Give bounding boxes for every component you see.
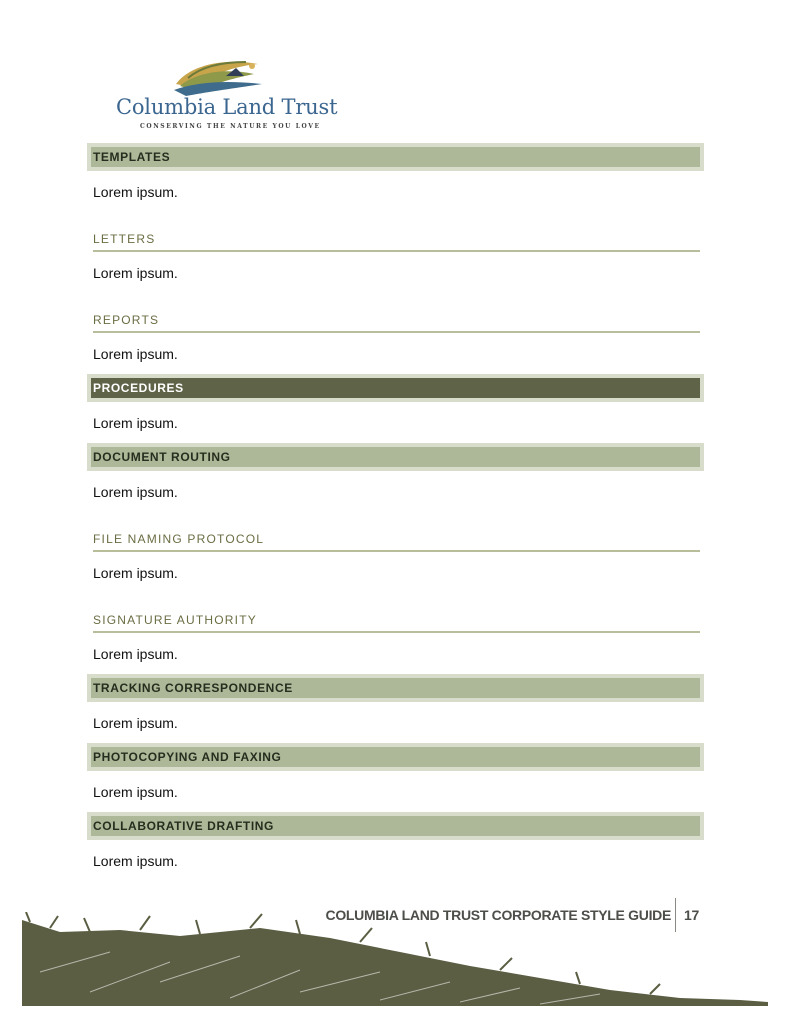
body-text: Lorem ipsum. <box>93 784 178 800</box>
body-text: Lorem ipsum. <box>93 715 178 731</box>
body-text: Lorem ipsum. <box>93 265 178 281</box>
section-header-document-routing: DOCUMENT ROUTING <box>87 443 704 471</box>
section-header-templates: TEMPLATES <box>87 143 704 171</box>
subsection-header-letters: LETTERS <box>93 232 700 252</box>
document-content <box>87 143 704 881</box>
body-text: Lorem ipsum. <box>93 346 178 362</box>
footer-title: COLUMBIA LAND TRUST CORPORATE STYLE GUIDE <box>325 907 672 923</box>
body-text: Lorem ipsum. <box>93 184 178 200</box>
logo <box>110 56 338 134</box>
body-text: Lorem ipsum. <box>93 415 178 431</box>
body-text: Lorem ipsum. <box>93 484 178 500</box>
body-text: Lorem ipsum. <box>93 646 178 662</box>
logo-tagline: CONSERVING THE NATURE YOU LOVE <box>140 123 321 130</box>
section-header-tracking-correspondence: TRACKING CORRESPONDENCE <box>87 674 704 702</box>
logo-emblem-icon <box>166 56 266 96</box>
subsection-header-file-naming: FILE NAMING PROTOCOL <box>93 532 700 552</box>
grass-illustration <box>0 912 791 1024</box>
section-header-photocopying-faxing: PHOTOCOPYING AND FAXING <box>87 743 704 771</box>
page-number: 17 <box>684 907 699 923</box>
body-text: Lorem ipsum. <box>93 565 178 581</box>
section-header-procedures: PROCEDURES <box>87 374 704 402</box>
body-text: Lorem ipsum. <box>93 853 178 869</box>
subsection-header-reports: REPORTS <box>93 313 700 333</box>
subsection-header-signature-authority: SIGNATURE AUTHORITY <box>93 613 700 633</box>
logo-name: Columbia Land Trust <box>116 95 338 119</box>
section-header-collaborative-drafting: COLLABORATIVE DRAFTING <box>87 812 704 840</box>
